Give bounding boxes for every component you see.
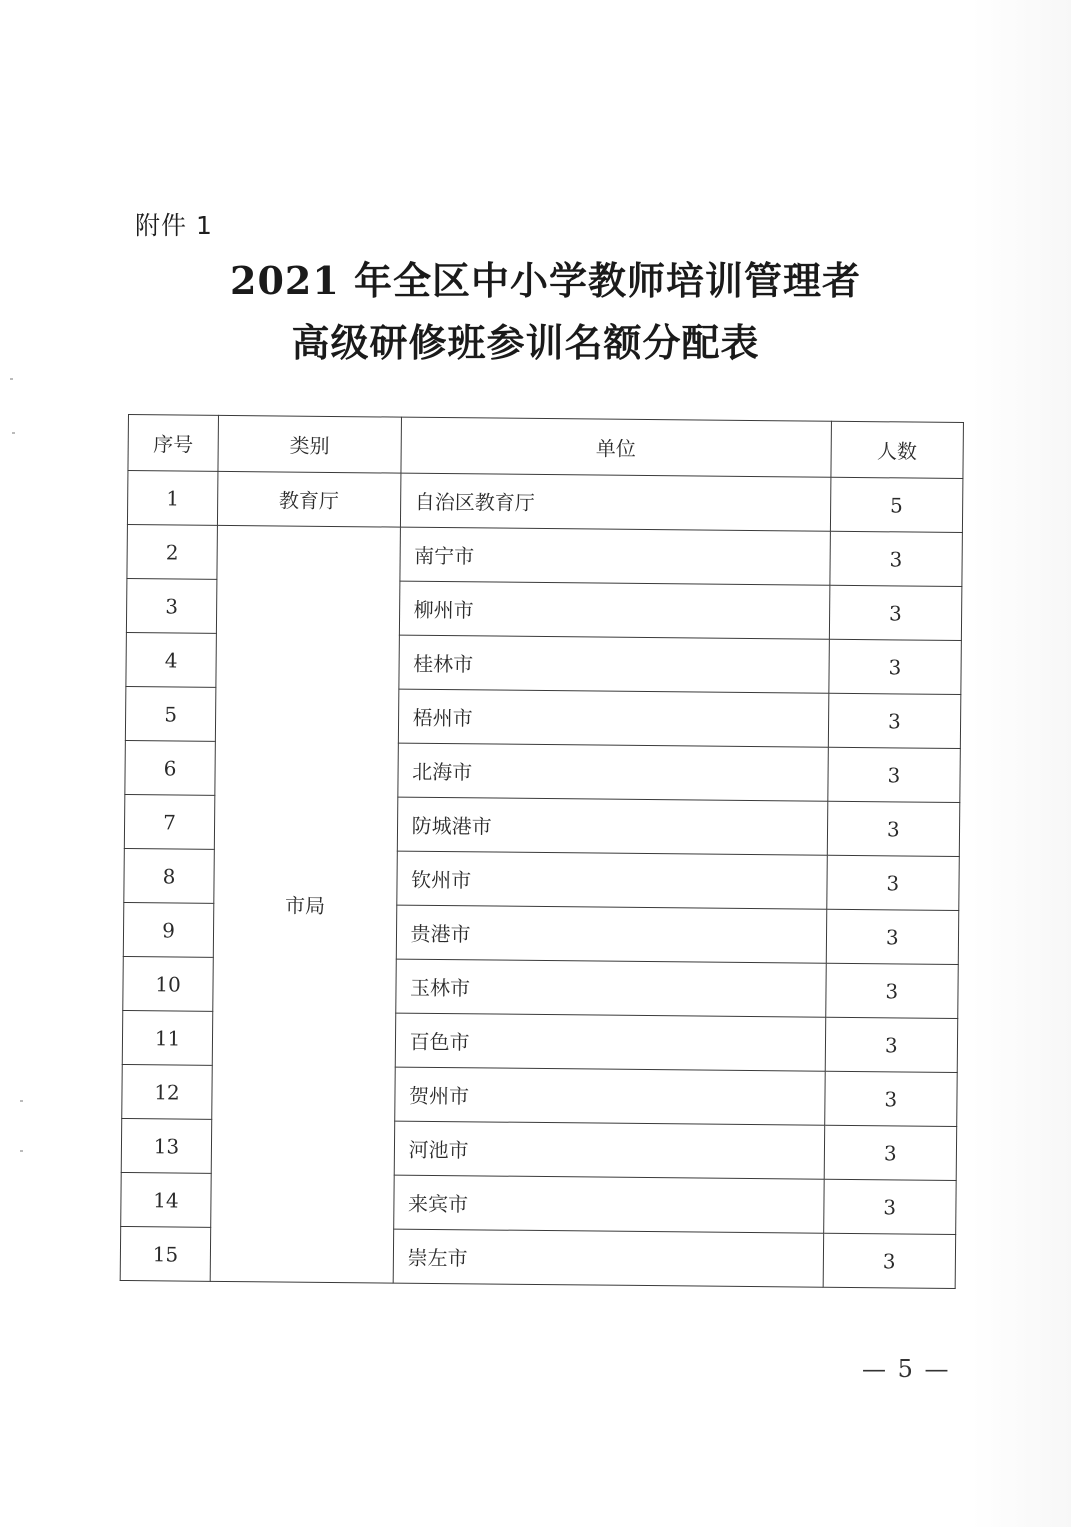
cell-count: 5 bbox=[830, 477, 963, 532]
cell-no: 1 bbox=[127, 471, 218, 526]
cell-unit: 贵港市 bbox=[396, 905, 827, 963]
cell-no: 2 bbox=[127, 524, 218, 579]
cell-no: 7 bbox=[124, 794, 215, 849]
scan-speck bbox=[12, 432, 15, 434]
cell-no: 4 bbox=[126, 632, 217, 687]
cell-count: 3 bbox=[824, 1125, 957, 1180]
document-title-line-1: 2021 年全区中小学教师培训管理者 bbox=[230, 258, 861, 303]
page-number: — 5 — bbox=[862, 1355, 951, 1383]
cell-count: 3 bbox=[823, 1179, 956, 1234]
cell-no: 9 bbox=[123, 902, 214, 957]
cell-unit: 柳州市 bbox=[399, 581, 830, 639]
cell-no: 14 bbox=[121, 1172, 212, 1227]
cell-count: 3 bbox=[829, 585, 962, 640]
cell-no: 5 bbox=[125, 686, 216, 741]
cell-unit: 北海市 bbox=[397, 743, 828, 801]
cell-no: 13 bbox=[121, 1118, 212, 1173]
cell-unit: 防城港市 bbox=[397, 797, 828, 855]
cell-count: 3 bbox=[830, 531, 963, 586]
cell-unit: 梧州市 bbox=[398, 689, 829, 747]
cell-no: 12 bbox=[122, 1064, 213, 1119]
cell-unit: 玉林市 bbox=[395, 959, 826, 1017]
cell-no: 11 bbox=[122, 1010, 213, 1065]
cell-category: 教育厅 bbox=[217, 471, 400, 527]
cell-count: 3 bbox=[828, 639, 961, 694]
cell-no: 3 bbox=[126, 578, 217, 633]
quota-allocation-table bbox=[120, 414, 964, 1289]
cell-unit: 崇左市 bbox=[393, 1229, 824, 1287]
cell-unit: 自治区教育厅 bbox=[400, 473, 831, 531]
cell-count: 3 bbox=[825, 1017, 958, 1072]
attachment-label: 附件 1 bbox=[135, 211, 213, 240]
cell-no: 8 bbox=[124, 848, 215, 903]
cell-unit: 钦州市 bbox=[396, 851, 827, 909]
table-row bbox=[127, 471, 962, 533]
table-row bbox=[127, 524, 962, 586]
scan-speck bbox=[20, 1100, 23, 1102]
cell-count: 3 bbox=[828, 693, 961, 748]
cell-no: 10 bbox=[123, 956, 214, 1011]
cell-category: 市局 bbox=[210, 525, 400, 1283]
cell-unit: 来宾市 bbox=[393, 1175, 824, 1233]
header-category: 类别 bbox=[218, 415, 401, 473]
table-header-row bbox=[128, 415, 963, 479]
cell-unit: 南宁市 bbox=[400, 527, 831, 585]
cell-count: 3 bbox=[827, 801, 960, 856]
cell-count: 3 bbox=[826, 909, 959, 964]
cell-count: 3 bbox=[824, 1071, 957, 1126]
scan-speck bbox=[10, 378, 13, 380]
cell-unit: 贺州市 bbox=[394, 1067, 825, 1125]
cell-unit: 桂林市 bbox=[398, 635, 829, 693]
cell-count: 3 bbox=[823, 1233, 956, 1288]
cell-count: 3 bbox=[826, 855, 959, 910]
cell-no: 6 bbox=[125, 740, 216, 795]
cell-no: 15 bbox=[120, 1226, 211, 1281]
table-body bbox=[120, 471, 963, 1289]
scan-speck bbox=[20, 1150, 23, 1152]
header-unit: 单位 bbox=[401, 417, 832, 477]
cell-unit: 河池市 bbox=[394, 1121, 825, 1179]
cell-count: 3 bbox=[827, 747, 960, 802]
header-no: 序号 bbox=[128, 415, 219, 472]
cell-count: 3 bbox=[825, 963, 958, 1018]
document-title-line-2: 高级研修班参训名额分配表 bbox=[291, 320, 760, 365]
header-count: 人数 bbox=[831, 421, 964, 478]
page-edge-shadow bbox=[971, 0, 1071, 1527]
cell-unit: 百色市 bbox=[395, 1013, 826, 1071]
